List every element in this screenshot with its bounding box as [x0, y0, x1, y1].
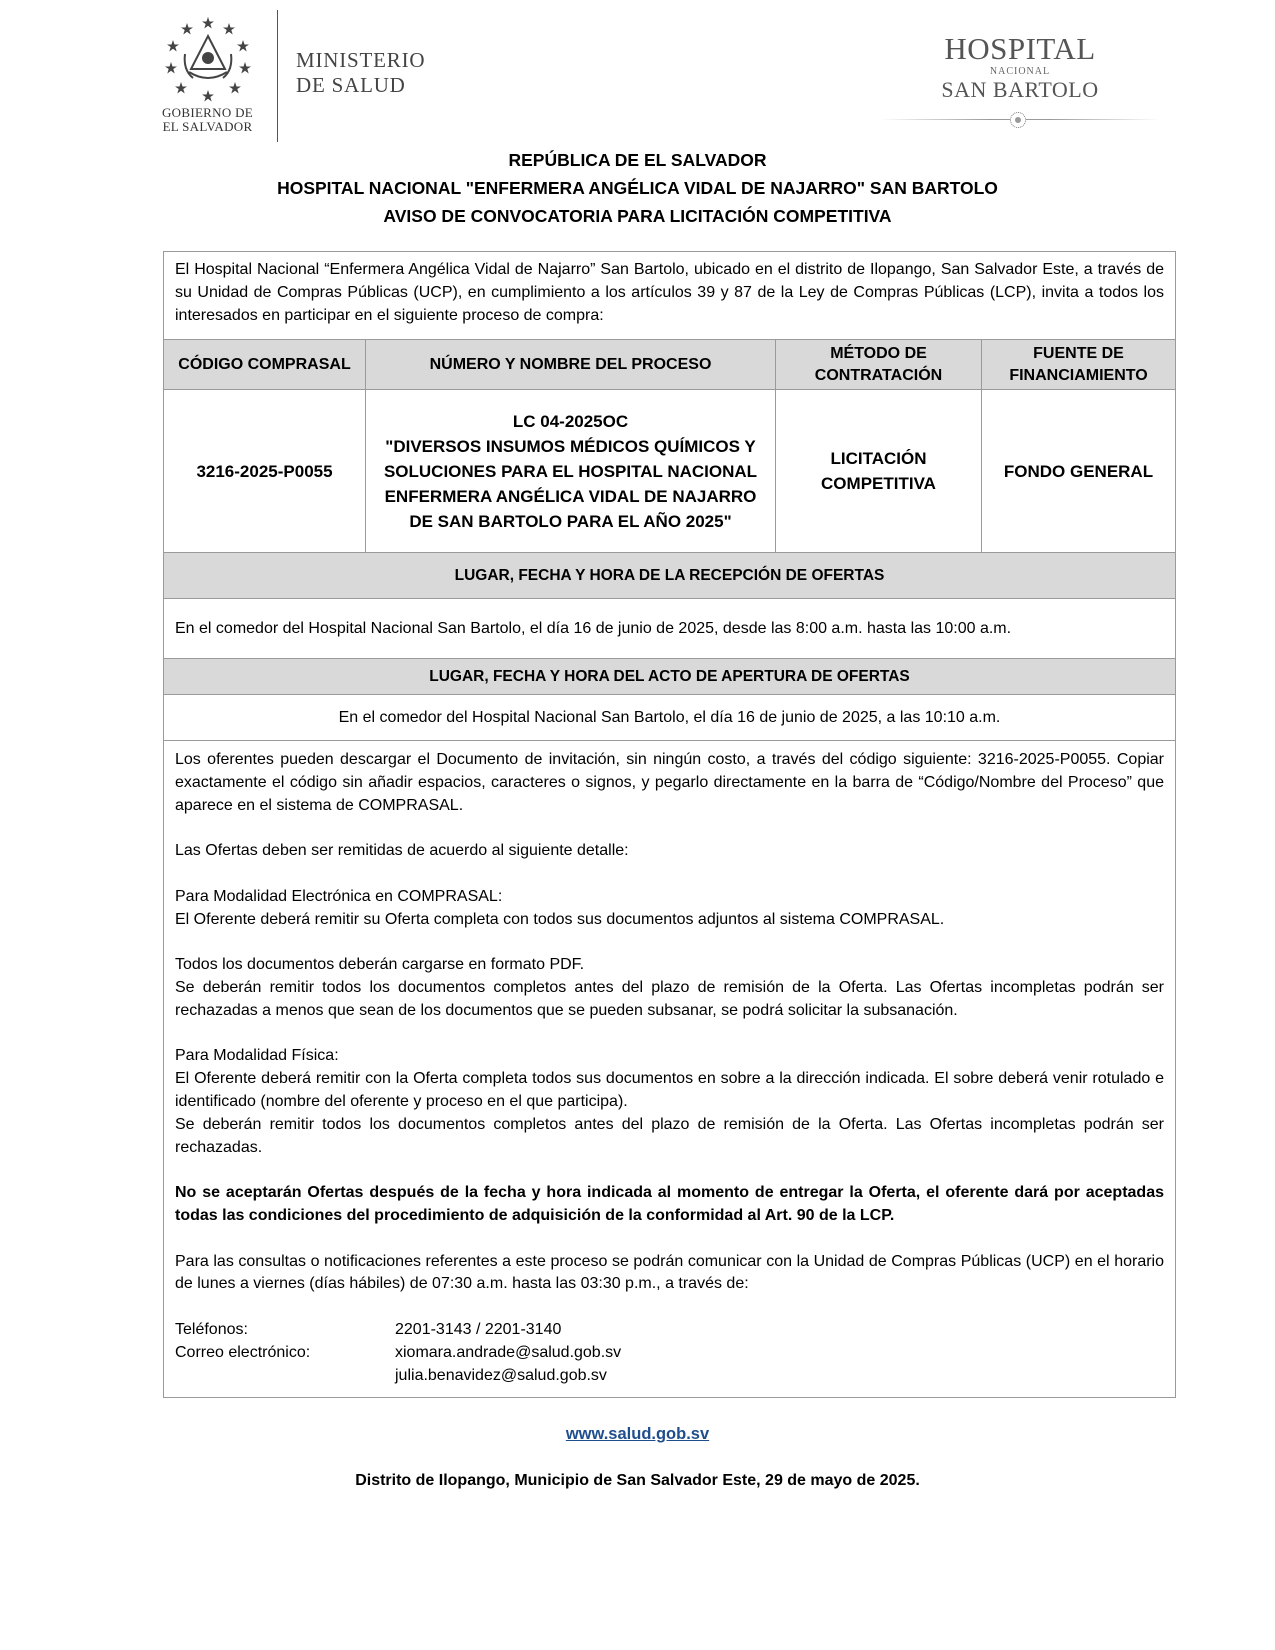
- website-link-row: [0, 1425, 1275, 1444]
- ministerio-line-1: MINISTERIO: [296, 48, 426, 72]
- telefonos-value: 2201-3143 / 2201-3140: [395, 1320, 562, 1338]
- proceso-nombre: "DIVERSOS INSUMOS MÉDICOS QUÍMICOS Y SOLUCIONES PARA EL HOSPITAL NACIONAL ENFERMERA ANGÉLICA VIDAL DE NAJARRO DE SAN BARTOLO PARA EL AÑO 2025": [383, 436, 758, 531]
- title-aviso: AVISO DE CONVOCATORIA PARA LICITACIÓN COMPETITIVA: [383, 206, 892, 226]
- pdf-text: Todos los documentos deberán cargarse en formato PDF.: [175, 956, 585, 974]
- seal-icon: [1010, 112, 1026, 128]
- cell-proceso: [366, 390, 776, 553]
- gobierno-line-2: EL SALVADOR: [162, 119, 253, 134]
- paragraph-fisica: [175, 1045, 1164, 1159]
- electronica-text: El Oferente deberá remitir su Oferta completa con todos sus documentos adjuntos al sistema COMPRASAL.: [175, 910, 945, 928]
- hospital-logo-line-1: HOSPITAL: [944, 31, 1096, 66]
- header-fuente: FUENTE DE FINANCIAMIENTO: [982, 340, 1176, 390]
- gobierno-logo: [160, 14, 255, 139]
- hospital-logo-line-2: NACIONAL: [989, 66, 1051, 77]
- gobierno-text: [160, 106, 255, 134]
- ministerio-line-2: DE SALUD: [296, 73, 406, 97]
- instructions-cell: [164, 741, 1176, 1398]
- correo-label: Correo electrónico:: [175, 1343, 311, 1361]
- header-divider: [277, 10, 278, 142]
- hospital-logo: [880, 32, 1160, 142]
- website-link[interactable]: www.salud.gob.sv: [565, 1425, 710, 1443]
- header-metodo: MÉTODO DE CONTRATACIÓN: [776, 340, 982, 390]
- gobierno-line-1: GOBIERNO DE: [161, 105, 254, 120]
- title-republica: REPÚBLICA DE EL SALVADOR: [508, 150, 767, 170]
- cell-codigo: 3216-2025-P0055: [164, 390, 366, 553]
- telefonos-label: Teléfonos:: [175, 1320, 248, 1338]
- cell-metodo: LICITACIÓN COMPETITIVA: [776, 390, 982, 553]
- header-proceso: NÚMERO Y NOMBRE DEL PROCESO: [366, 340, 776, 390]
- apertura-heading: LUGAR, FECHA Y HORA DEL ACTO DE APERTURA DE OFERTAS: [164, 659, 1176, 695]
- proceso-numero: LC 04-2025OC: [512, 411, 629, 431]
- footer-date: Distrito de Ilopango, Municipio de San Salvador Este, 29 de mayo de 2025.: [355, 1472, 920, 1489]
- contact-block: [175, 1319, 1164, 1387]
- document-titles: [0, 146, 1275, 230]
- fisica-title: Para Modalidad Física:: [175, 1047, 339, 1065]
- fisica-plazo-text: Se deberán remitir todos los documentos completos antes del plazo de remisión de la Oferta. Las Ofertas incompletas podrán ser rechazadas.: [175, 1115, 1164, 1156]
- recepcion-heading: LUGAR, FECHA Y HORA DE LA RECEPCIÓN DE OFERTAS: [164, 553, 1176, 599]
- paragraph-electronica: [175, 886, 1164, 932]
- hospital-logo-ornament: [880, 112, 1160, 126]
- correo-value-2: julia.benavidez@salud.gob.sv: [395, 1366, 607, 1384]
- page-header: [0, 0, 1275, 150]
- fisica-text: El Oferente deberá remitir con la Oferta completa todos sus documentos en sobre a la dirección indicada. El sobre deberá venir rotulado e identificado (nombre del oferente y proceso en el que participa).: [175, 1070, 1164, 1110]
- paragraph-pdf: [175, 954, 1164, 1022]
- header-codigo: CÓDIGO COMPRASAL: [164, 340, 366, 390]
- convocatoria-table: [163, 251, 1176, 1398]
- coat-of-arms-icon: [163, 14, 253, 104]
- intro-paragraph: El Hospital Nacional “Enfermera Angélica Vidal de Najarro” San Bartolo, ubicado en el distrito de Ilopango, San Salvador Este, a través de su Unidad de Compras Públicas (UCP), en cumplimiento a los artículos 39 y 87 de la Ley de Compras Públicas (LCP), invita a todos los interesados en participar en el siguiente proceso de compra:: [164, 252, 1176, 340]
- electronica-title: Para Modalidad Electrónica en COMPRASAL:: [175, 887, 503, 905]
- paragraph-remision: Las Ofertas deben ser remitidas de acuerdo al siguiente detalle:: [175, 842, 629, 860]
- hospital-logo-line-3: SAN BARTOLO: [941, 77, 1099, 102]
- cell-fuente: FONDO GENERAL: [982, 390, 1176, 553]
- paragraph-descarga: Los oferentes pueden descargar el Documento de invitación, sin ningún costo, a través del código siguiente: 3216-2025-P0055. Copiar exactamente el código sin añadir espacios, caracteres o signos, y pegarlo directamente en la barra de “Código/Nombre del Proceso” que aparece en el sistema de COMPRASAL.: [175, 751, 1164, 814]
- paragraph-aviso-bold: No se aceptarán Ofertas después de la fecha y hora indicada al momento de entregar la Oferta, el oferente dará por aceptadas todas las condiciones del procedimiento de adquisición de la conformidad al Art. 90 de la LCP.: [175, 1184, 1164, 1224]
- recepcion-text: En el comedor del Hospital Nacional San Bartolo, el día 16 de junio de 2025, desde las 8:00 a.m. hasta las 10:00 a.m.: [164, 599, 1176, 659]
- title-hospital: HOSPITAL NACIONAL "ENFERMERA ANGÉLICA VIDAL DE NAJARRO" SAN BARTOLO: [277, 178, 998, 198]
- apertura-text: En el comedor del Hospital Nacional San Bartolo, el día 16 de junio de 2025, a las 10:10 a.m.: [164, 695, 1176, 741]
- paragraph-consultas: Para las consultas o notificaciones referentes a este proceso se podrán comunicar con la Unidad de Compras Públicas (UCP) en el horario de lunes a viernes (días hábiles) de 07:30 a.m. hasta las 03:30 p.m., a través de:: [175, 1252, 1164, 1293]
- pdf-plazo-text: Se deberán remitir todos los documentos completos antes del plazo de remisión de la Oferta. Las Ofertas incompletas podrán ser rechazadas a menos que sean de los documentos que se pueden subsanar, se podrá solicitar la subsanación.: [175, 978, 1164, 1019]
- table-row: [164, 390, 1176, 553]
- ministerio-logo-text: [296, 48, 425, 98]
- correo-value-1: xiomara.andrade@salud.gob.sv: [395, 1343, 622, 1361]
- table-header-row: [164, 340, 1176, 390]
